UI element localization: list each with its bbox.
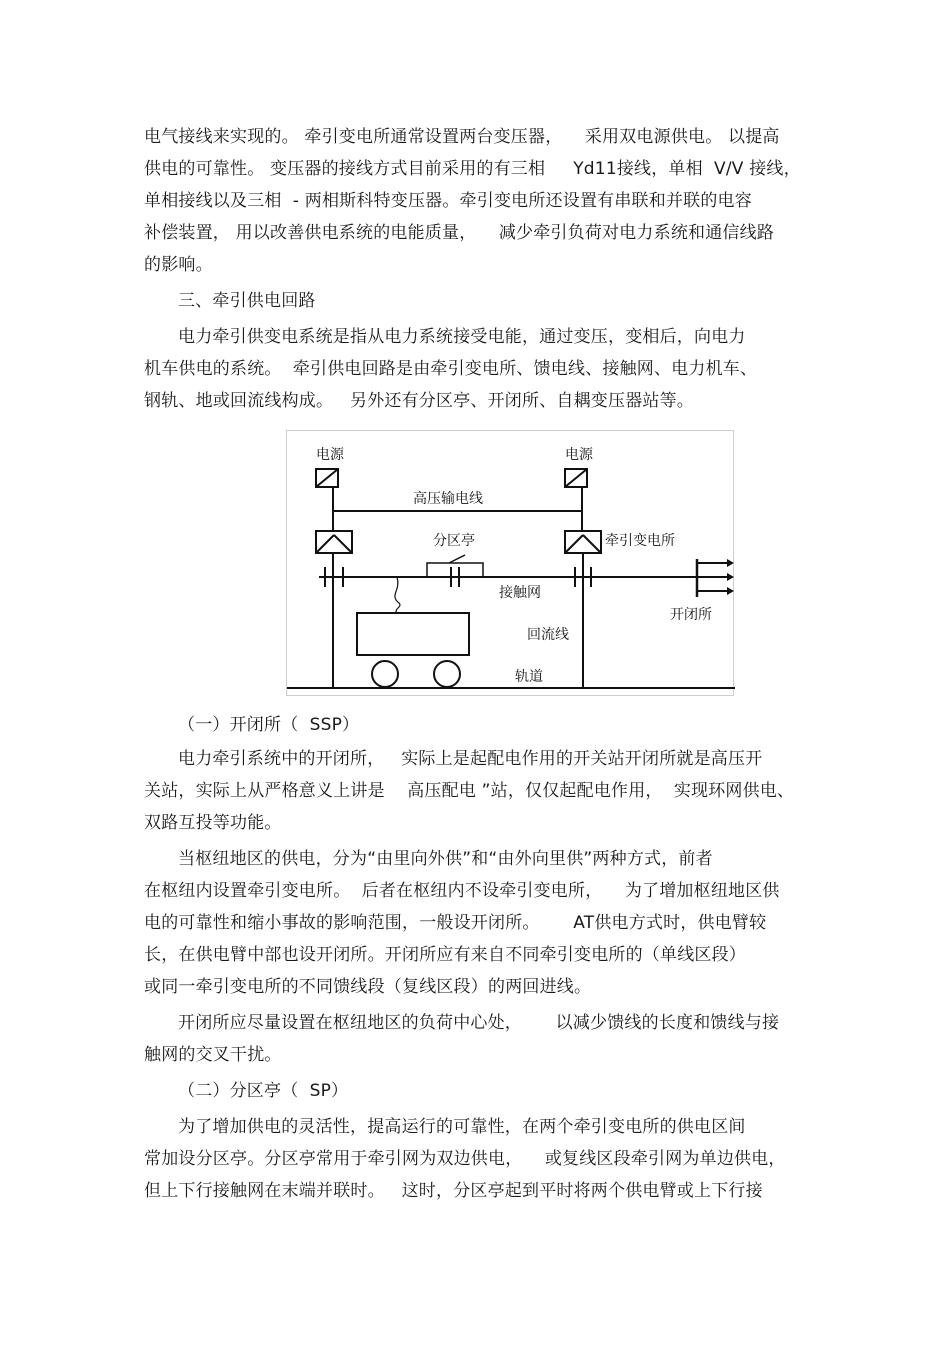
paragraph-line: 为了增加供电的灵活性，提高运行的可靠性，在两个牵引变电所的供电区间 — [178, 1117, 746, 1137]
section-heading: 三、牵引供电回路 — [178, 291, 316, 311]
right-source-label: 电源 — [565, 447, 593, 463]
paragraph-line: 电力牵引供变电系统是指从电力系统接受电能，通过变压，变相后，向电力 — [178, 327, 746, 347]
paragraph-line: 常加设分区亭。分区亭常用于牵引网为双边供电， 或复线区段牵引网为单边供电， — [144, 1149, 786, 1169]
paragraph-line: 机车供电的系统。 牵引供电回路是由牵引变电所、馈电线、接触网、电力机车、 — [144, 359, 758, 379]
paragraph-line: 当枢纽地区的供电，分为“由里向外供”和“由外向里供”两种方式，前者 — [178, 849, 713, 869]
paragraph-line: 开闭所应尽量设置在枢纽地区的负荷中心处， 以减少馈线的长度和馈线与接 — [178, 1013, 780, 1033]
locomotive-icon — [357, 613, 469, 655]
paragraph-line: 在枢纽内设置牵引变电所。 后者在枢纽内不设牵引变电所， 为了增加枢纽地区供 — [144, 881, 780, 901]
paragraph-line: 钢轨、地或回流线构成。 另外还有分区亭、开闭所、自耦变压器站等。 — [144, 391, 695, 411]
traction-substation-label: 牵引变电所 — [605, 533, 675, 549]
arrow-icon — [727, 559, 734, 567]
paragraph-line: 双路互投等功能。 — [144, 813, 282, 833]
paragraph-line: 电力牵引系统中的开闭所， 实际上是起配电作用的开关站开闭所就是高压开 — [178, 749, 763, 769]
section-post-label: 分区亭 — [433, 533, 475, 549]
paragraph-line: 电气接线来实现的。 牵引变电所通常设置两台变压器， 采用双电源供电。 以提高 — [144, 127, 780, 147]
diagram-svg — [287, 431, 735, 697]
track-label: 轨道 — [515, 669, 543, 685]
subsection-heading: （二）分区亭（ SP） — [178, 1081, 349, 1101]
left-substation-transformer-icon — [316, 531, 352, 553]
arrow-icon — [727, 573, 734, 581]
paragraph-line: 的影响。 — [144, 255, 213, 275]
paragraph-line: 电的可靠性和缩小事故的影响范围，一般设开闭所。 AT供电方式时，供电臂较 — [144, 913, 767, 933]
hv-line-label: 高压输电线 — [413, 491, 483, 507]
wheel-icon — [434, 661, 460, 687]
return-line-label: 回流线 — [527, 627, 569, 643]
paragraph-line: 单相接线以及三相 - 两相斯科特变压器。牵引变电所还设置有串联和并联的电容 — [144, 191, 752, 211]
paragraph-line: 补偿装置， 用以改善供电系统的电能质量， 减少牵引负荷对电力系统和通信线路 — [144, 223, 775, 243]
paragraph-line: 或同一牵引变电所的不同馈线段（复线区段）的两回进线。 — [144, 977, 592, 997]
pantograph-icon — [395, 577, 400, 613]
paragraph-line: 长，在供电臂中部也设开闭所。开闭所应有来自不同牵引变电所的（单线区段） — [144, 945, 746, 965]
subsection-heading: （一）开闭所（ SSP） — [178, 715, 360, 735]
section-post-switch-icon — [449, 555, 465, 563]
paragraph-line: 关站，实际上从严格意义上讲是 高压配电 ”站，仅仅起配电作用， 实现环网供电、 — [144, 781, 795, 801]
paragraph-line: 供电的可靠性。 变压器的接线方式目前采用的有三相 Yd11接线，单相 V/V 接线， — [144, 159, 801, 179]
left-source-label: 电源 — [316, 447, 344, 463]
traction-power-diagram — [286, 430, 734, 696]
switching-station-label: 开闭所 — [670, 607, 712, 623]
paragraph-line: 触网的交叉干扰。 — [144, 1045, 282, 1065]
paragraph-line: 但上下行接触网在末端并联时。 这时，分区亭起到平时将两个供电臂或上下行接 — [144, 1181, 763, 1201]
wheel-icon — [372, 661, 398, 687]
catenary-label: 接触网 — [499, 585, 541, 601]
arrow-icon — [727, 587, 734, 595]
right-substation-transformer-icon — [565, 531, 601, 553]
